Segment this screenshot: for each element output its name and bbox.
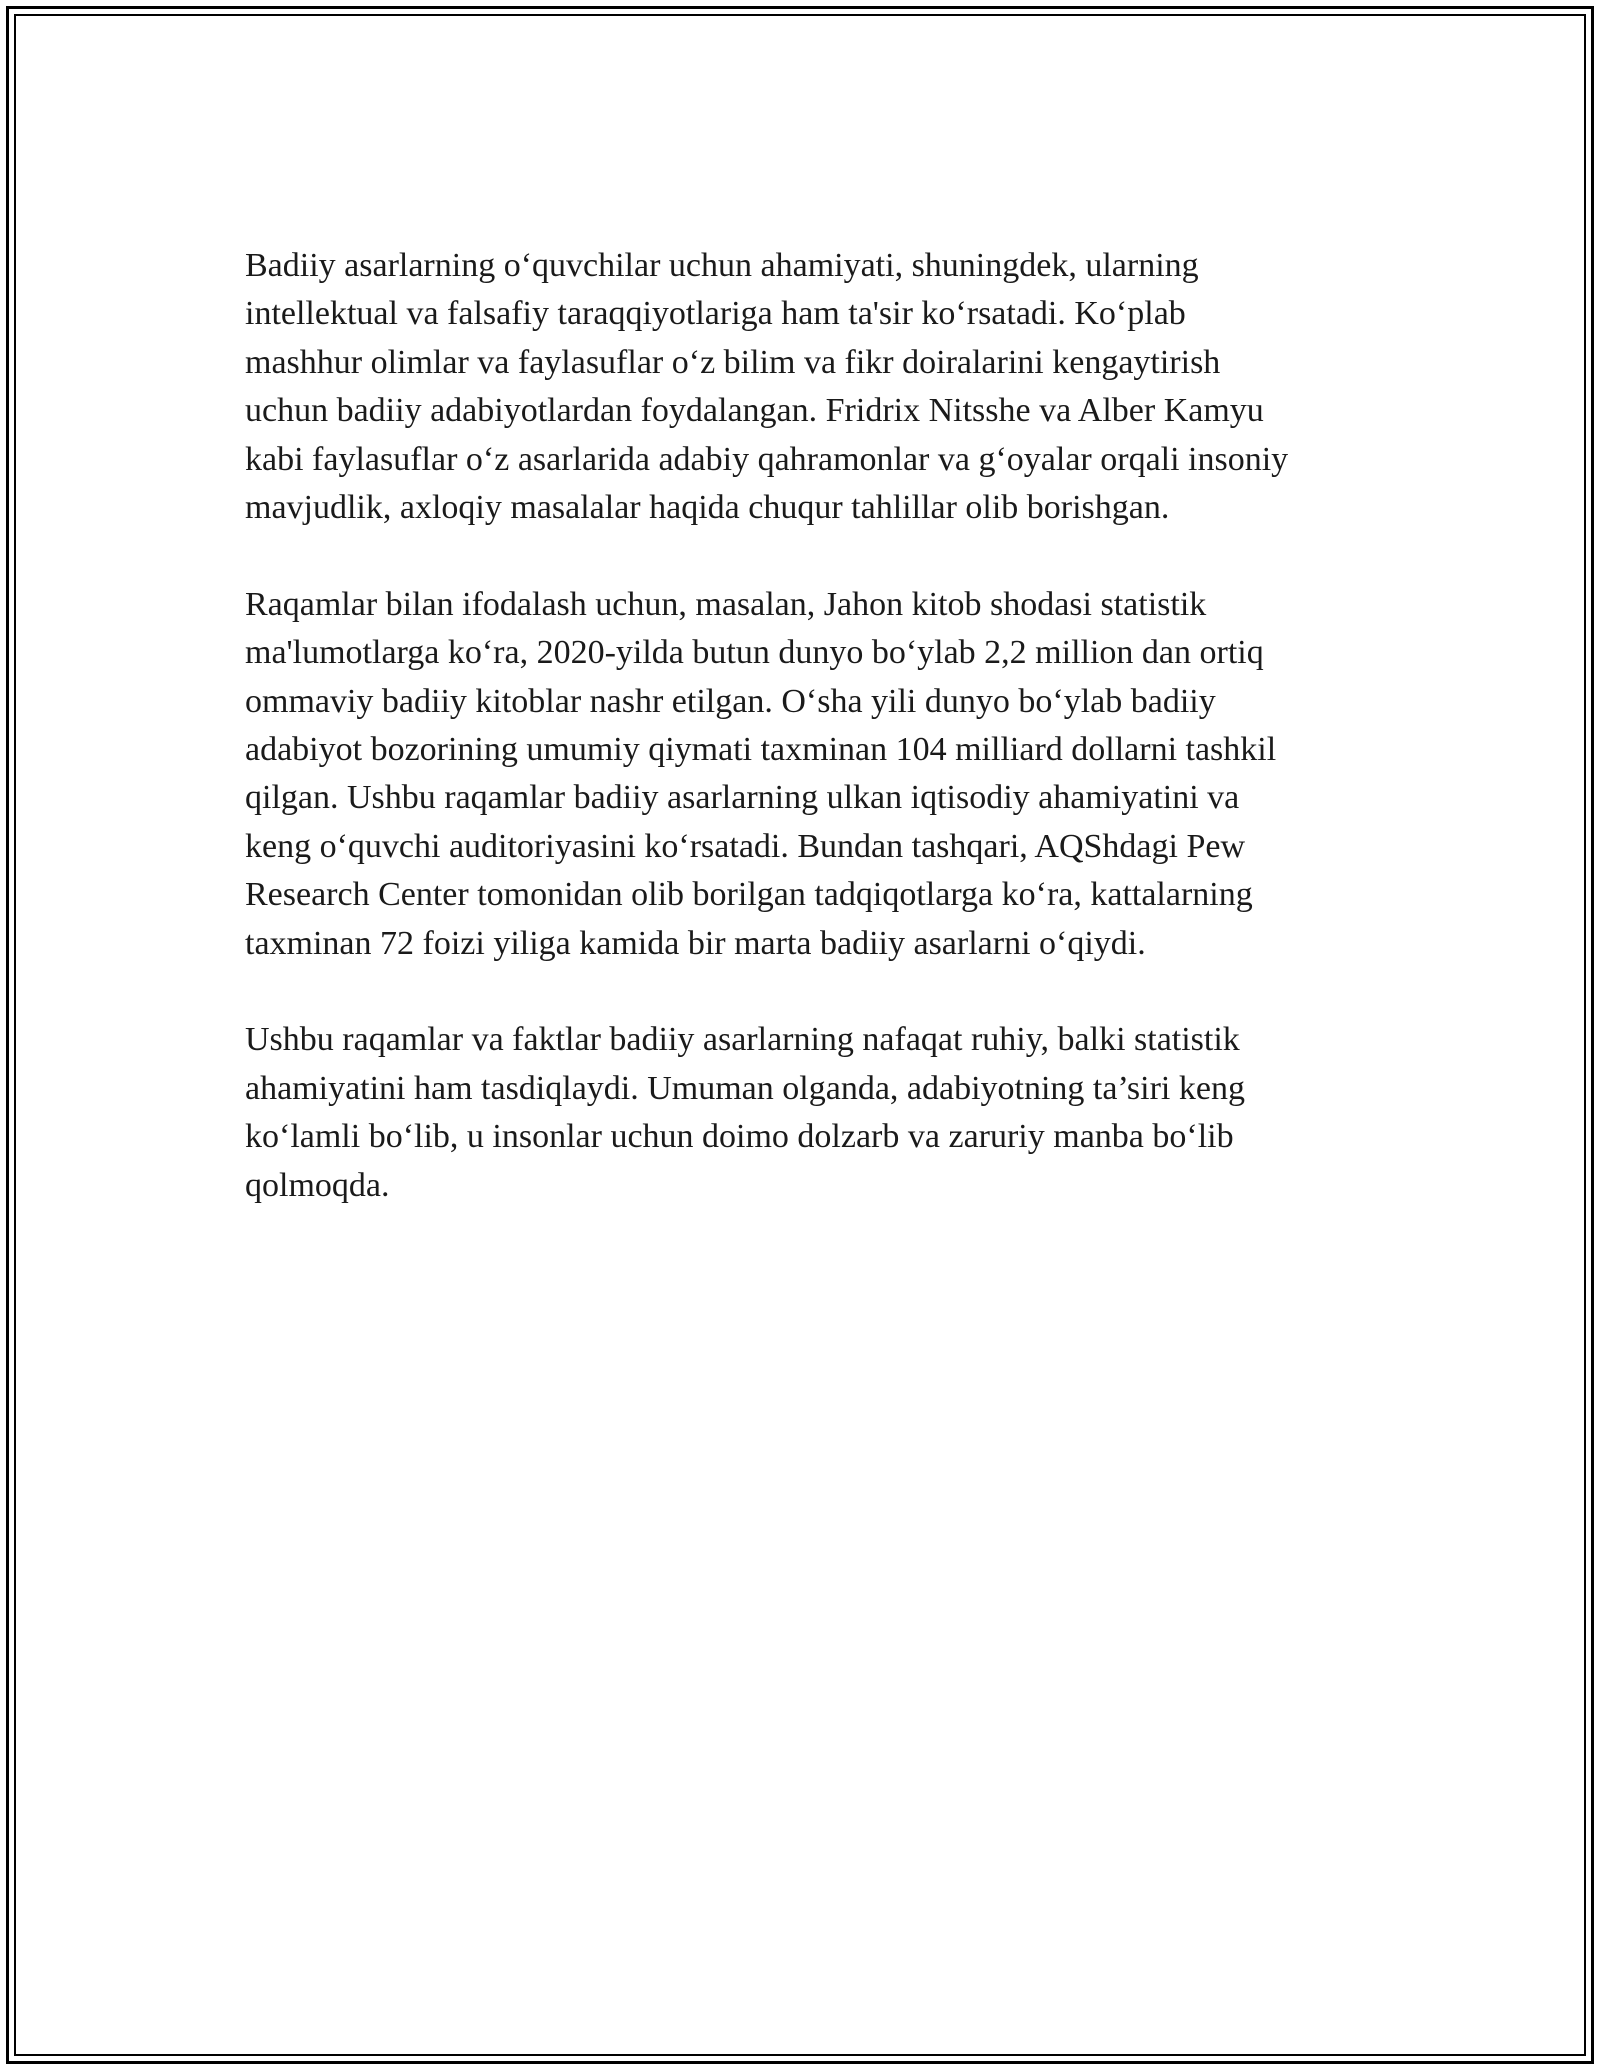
text-line: koʻlamli boʻlib, u insonlar uchun doimo dolzarb va zaruriy manba boʻlib xyxy=(245,1118,1234,1156)
text-line: intellektual va falsafiy taraqqiyotlariga ham ta'sir koʻrsatadi. Koʻplab xyxy=(245,295,1186,333)
text-line: adabiyot bozorining umumiy qiymati taxminan 104 milliard dollarni tashkil xyxy=(245,731,1277,769)
text-line: keng oʻquvchi auditoriyasini koʻrsatadi. Bundan tashqari, AQShdagi Pew xyxy=(245,827,1245,865)
paragraph-3 xyxy=(245,1016,1405,1210)
text-line: Ushbu raqamlar va faktlar badiiy asarlarning nafaqat ruhiy, balki statistik xyxy=(245,1021,1240,1059)
text-line: ma'lumotlarga koʻra, 2020-yilda butun dunyo boʻylab 2,2 million dan ortiq xyxy=(245,634,1264,672)
text-line: ahamiyatini ham tasdiqlaydi. Umuman olganda, adabiyotning ta’siri keng xyxy=(245,1069,1245,1107)
paragraph-2 xyxy=(245,581,1405,968)
text-line: qilgan. Ushbu raqamlar badiiy asarlarning ulkan iqtisodiy ahamiyatini va xyxy=(245,779,1240,817)
text-line: uchun badiiy adabiyotlardan foydalangan. Fridrix Nitsshe va Alber Kamyu xyxy=(245,392,1264,430)
text-line: kabi faylasuflar oʻz asarlarida adabiy qahramonlar va gʻoyalar orqali insoniy xyxy=(245,440,1289,478)
text-line: mashhur olimlar va faylasuflar oʻz bilim va fikr doiralarini kengaytirish xyxy=(245,343,1221,381)
document-page xyxy=(6,6,1594,2064)
text-line: taxminan 72 foizi yiliga kamida bir marta badiiy asarlarni oʻqiydi. xyxy=(245,924,1146,962)
text-line: ommaviy badiiy kitoblar nashr etilgan. Oʻsha yili dunyo boʻylab badiiy xyxy=(245,682,1216,720)
text-line: Badiiy asarlarning oʻquvchilar uchun ahamiyati, shuningdek, ularning xyxy=(245,247,1199,284)
text-line: mavjudlik, axloqiy masalalar haqida chuqur tahlillar olib borishgan. xyxy=(245,489,1170,527)
text-line: qolmoqda. xyxy=(245,1166,390,1204)
document-body xyxy=(245,242,1405,1258)
text-line: Raqamlar bilan ifodalash uchun, masalan, Jahon kitob shodasi statistik xyxy=(245,585,1207,623)
text-line: Research Center tomonidan olib borilgan tadqiqotlarga koʻra, kattalarning xyxy=(245,876,1253,914)
paragraph-1 xyxy=(245,242,1405,532)
